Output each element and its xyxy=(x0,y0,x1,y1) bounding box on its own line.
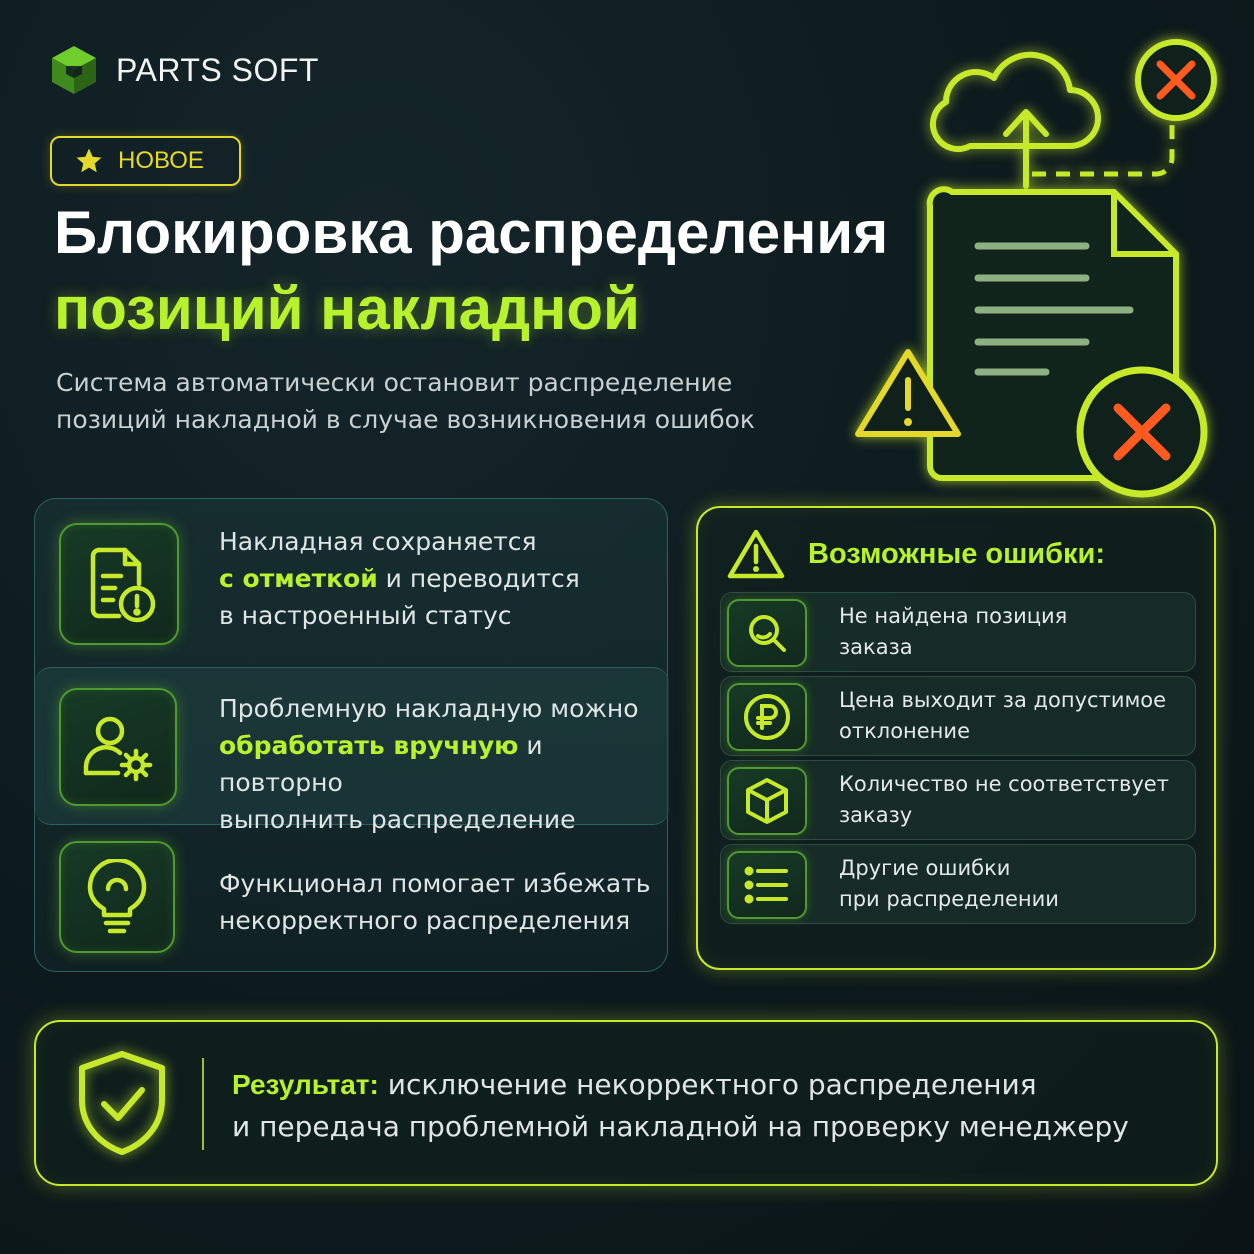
subtitle-line2: позиций накладной в случае возникновения ошибок xyxy=(56,405,756,434)
error-text-line: заказа xyxy=(839,635,913,659)
brand-logo xyxy=(48,44,319,96)
feature-item xyxy=(35,825,669,973)
error-text-line: заказу xyxy=(839,803,913,827)
feature-text-line: выполнить распределение xyxy=(219,805,576,834)
error-text-line: Не найдена позиция xyxy=(839,604,1068,628)
feature-item xyxy=(35,499,669,667)
page-title-line2: позиций накладной xyxy=(54,275,640,342)
star-icon xyxy=(74,146,104,176)
feature-item xyxy=(35,667,669,834)
hero-illustration xyxy=(850,36,1230,506)
feature-highlight: обработать вручную xyxy=(219,731,519,760)
result-divider xyxy=(202,1058,204,1150)
ruble-icon xyxy=(727,683,807,751)
error-item xyxy=(720,592,1196,672)
subtitle-line1: Система автоматически остановит распределение xyxy=(56,368,733,397)
page-subtitle xyxy=(56,364,856,438)
cube-logo-icon xyxy=(48,44,100,96)
lightbulb-icon xyxy=(59,841,175,953)
feature-text-line: в настроенный статус xyxy=(219,601,512,630)
feature-text-line: Накладная сохраняется xyxy=(219,527,537,556)
feature-text-line: некорректного распределения xyxy=(219,906,631,935)
error-item xyxy=(720,760,1196,840)
badge-label: НОВОЕ xyxy=(118,147,204,174)
result-label: Результат: xyxy=(232,1069,379,1100)
result-line2: и передача проблемной накладной на проверку менеджеру xyxy=(232,1110,1129,1143)
cloud-upload-icon xyxy=(933,55,1098,186)
shield-check-icon xyxy=(72,1048,172,1158)
error-item xyxy=(720,844,1196,924)
errors-title: Возможные ошибки: xyxy=(808,537,1106,570)
new-badge xyxy=(50,136,241,186)
possible-errors-panel xyxy=(696,506,1216,970)
error-text-line: отклонение xyxy=(839,719,970,743)
error-text-line: Цена выходит за допустимое xyxy=(839,688,1167,712)
error-text-line: Количество не соответствует xyxy=(839,772,1169,796)
features-panel xyxy=(34,498,668,972)
feature-text-line: и повторно xyxy=(219,731,543,797)
feature-text-line: Функционал помогает избежать xyxy=(219,869,651,898)
result-line1: исключение некорректного распределения xyxy=(378,1068,1037,1101)
errors-header xyxy=(726,528,1105,580)
warning-icon xyxy=(726,528,786,580)
error-item xyxy=(720,676,1196,756)
large-error-icon xyxy=(1080,370,1204,494)
user-settings-icon xyxy=(59,688,177,806)
error-text-line: Другие ошибки xyxy=(839,856,1011,880)
feature-text-line: и переводится xyxy=(377,564,580,593)
search-icon xyxy=(727,599,807,667)
brand-name: PARTS SOFT xyxy=(116,51,319,88)
list-icon xyxy=(727,851,807,919)
error-text-line: при распределении xyxy=(839,887,1059,911)
result-panel xyxy=(34,1020,1218,1186)
feature-highlight: с отметкой xyxy=(219,564,378,593)
document-alert-icon xyxy=(59,523,179,645)
small-error-icon xyxy=(1138,42,1214,118)
page-title-line1: Блокировка распределения xyxy=(54,199,889,266)
feature-text-line: Проблемную накладную можно xyxy=(219,694,639,723)
box-icon xyxy=(727,767,807,835)
